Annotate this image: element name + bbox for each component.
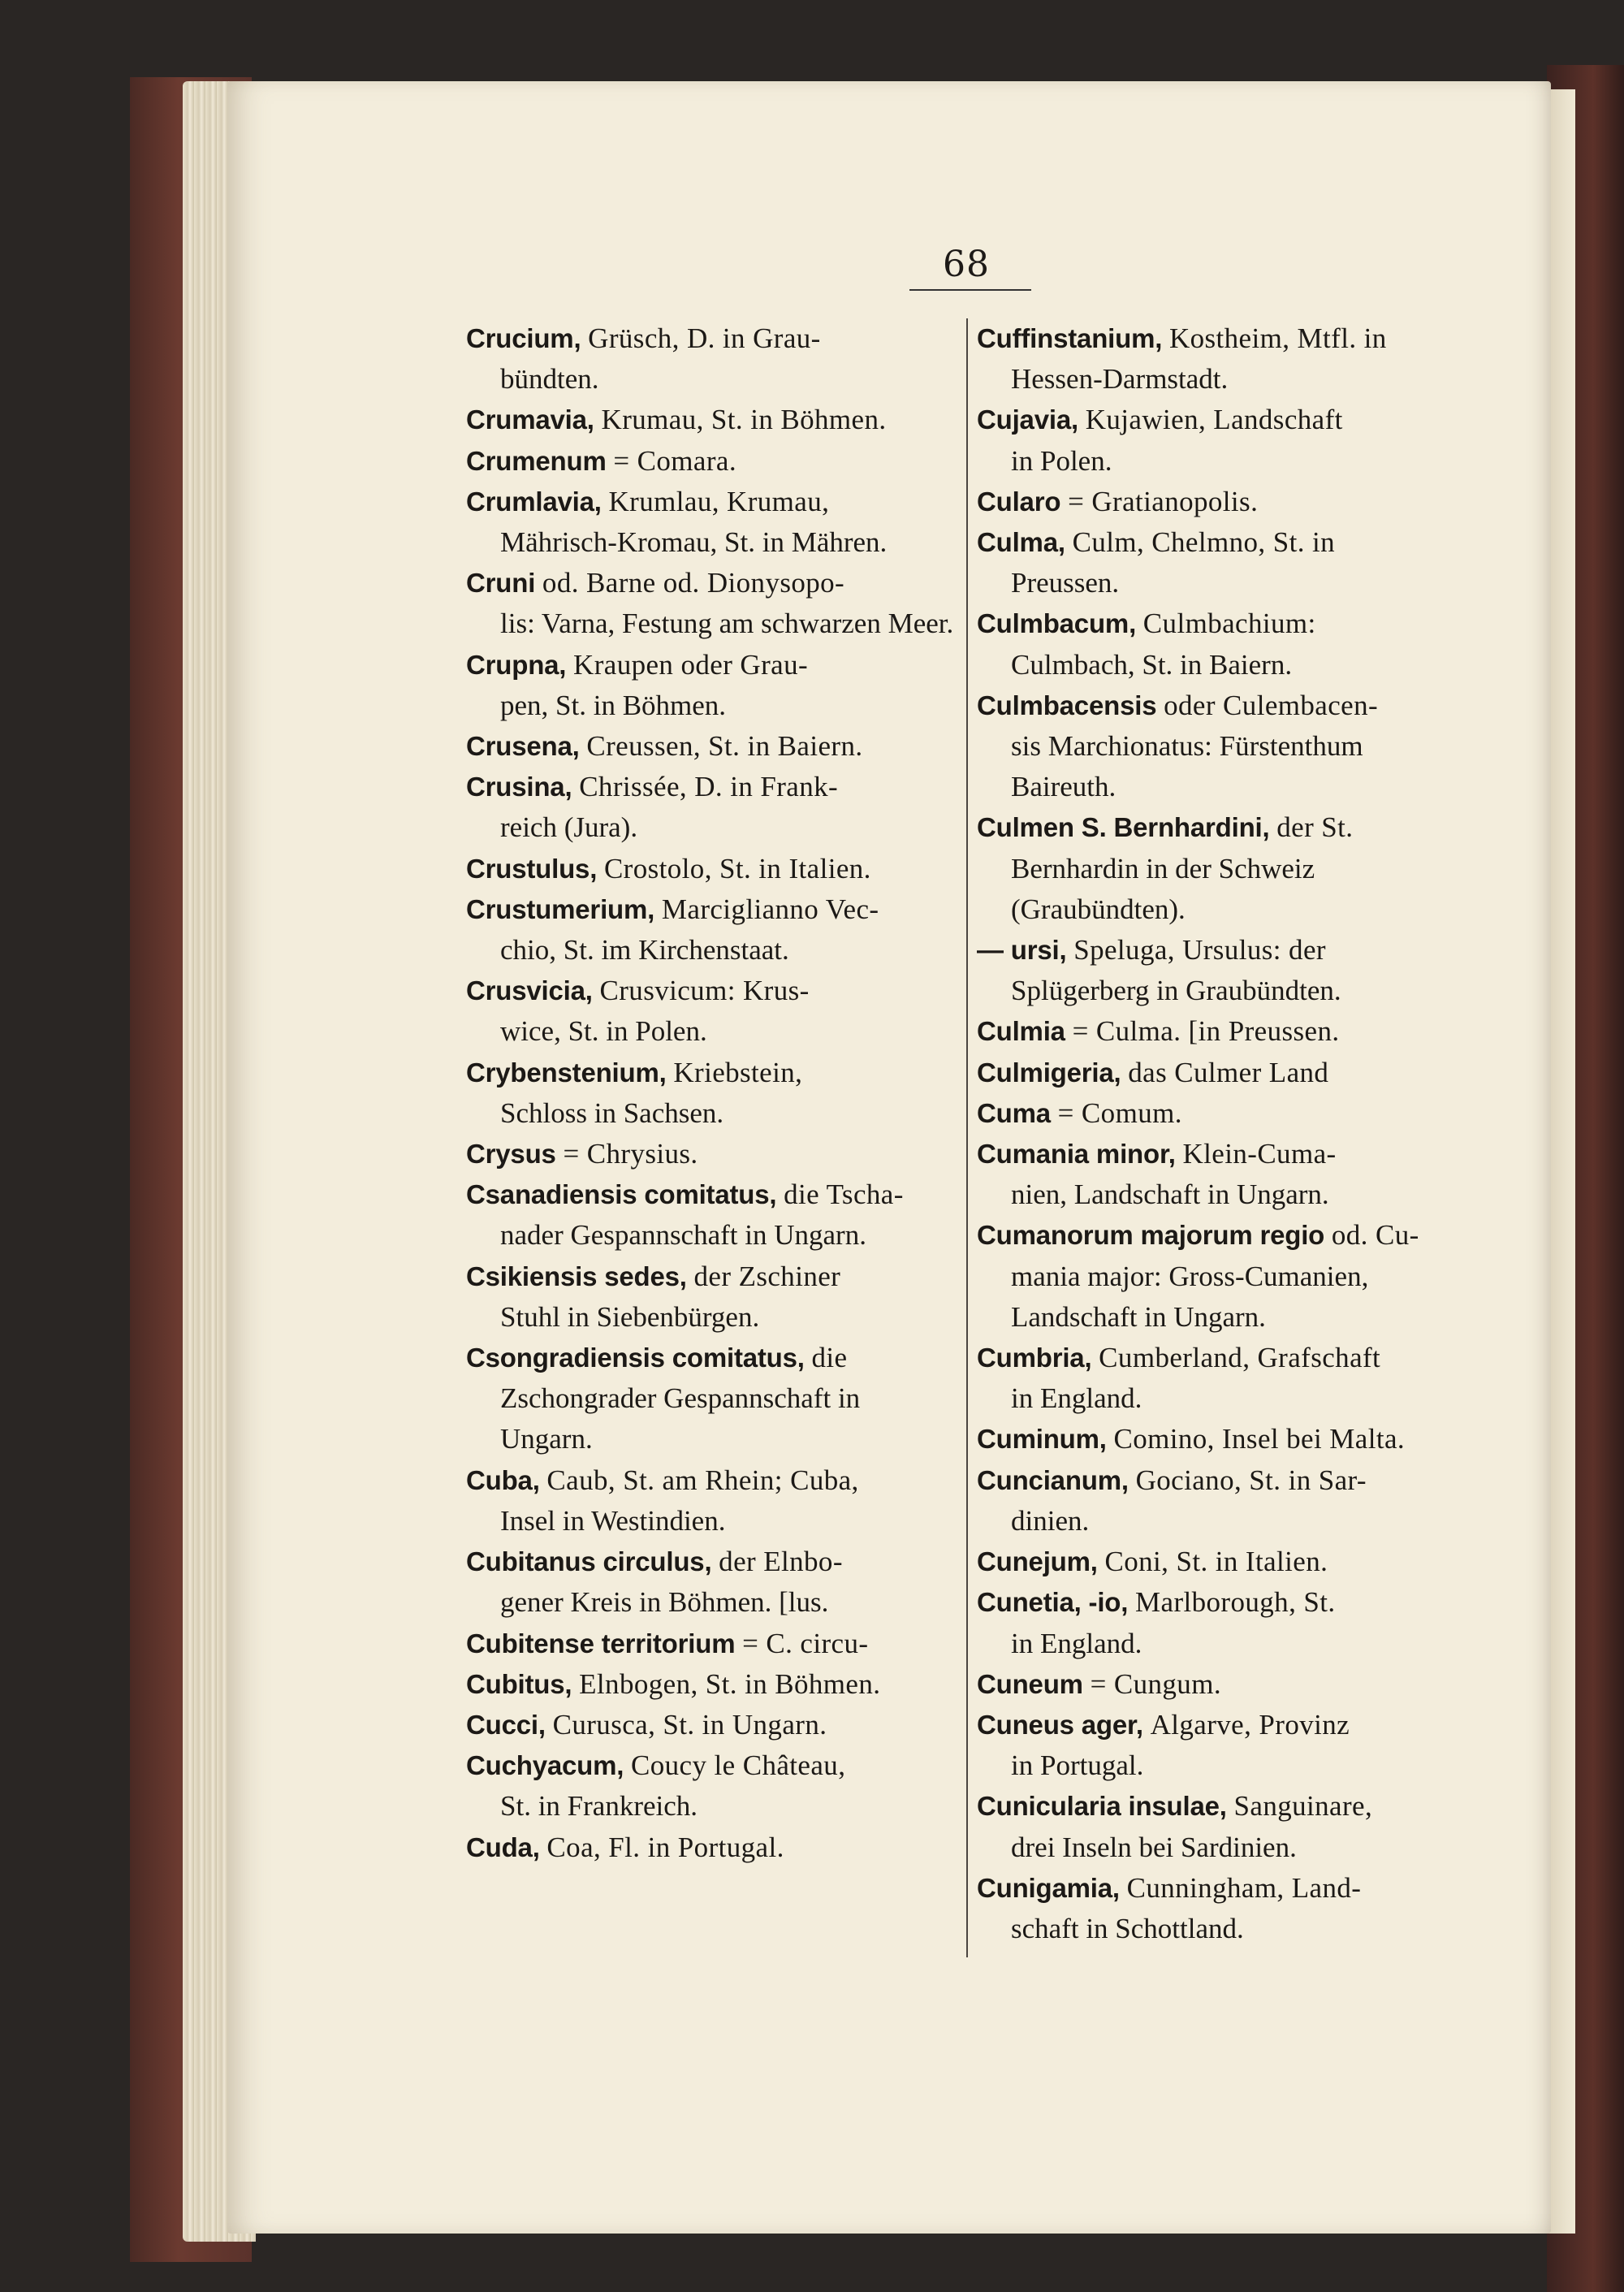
entry-text: = Comum. bbox=[1057, 1096, 1182, 1129]
entry-headword: Crustulus, bbox=[466, 853, 598, 884]
entry-text: od. Barne od. Dionysopo- bbox=[542, 567, 845, 599]
dictionary-entry bbox=[977, 482, 1468, 522]
dictionary-entry bbox=[977, 1134, 1468, 1215]
dictionary-entry bbox=[977, 1582, 1468, 1663]
entry-headword: Cujavia, bbox=[977, 404, 1078, 435]
entry-headword: Csongradiensis comitatus, bbox=[466, 1343, 805, 1373]
dictionary-entry bbox=[977, 1215, 1468, 1338]
entry-headword: Crumenum bbox=[466, 445, 607, 476]
entry-continuation: wice, St. in Polen. bbox=[500, 1015, 707, 1048]
entry-continuation: St. in Frankreich. bbox=[500, 1790, 698, 1823]
entry-headword: Crusvicia, bbox=[466, 975, 593, 1006]
entry-text: Chrissée, D. in Frank- bbox=[579, 771, 839, 803]
entry-continuation: Mährisch-Kromau, St. in Mähren. bbox=[500, 526, 888, 559]
dictionary-entry bbox=[466, 1460, 957, 1542]
entry-headword: Csanadiensis comitatus, bbox=[466, 1179, 777, 1210]
entry-continuation: in Portugal. bbox=[1011, 1749, 1144, 1782]
dictionary-entry bbox=[466, 1745, 957, 1827]
entry-headword: Crucium, bbox=[466, 323, 581, 353]
entry-text: die Tscha- bbox=[784, 1178, 904, 1211]
dictionary-entry bbox=[977, 1664, 1468, 1705]
page-number-rule bbox=[909, 289, 1031, 291]
dictionary-entry bbox=[466, 1664, 957, 1705]
dictionary-entry bbox=[977, 1705, 1468, 1786]
entry-text: Cunningham, Land- bbox=[1126, 1871, 1362, 1904]
entry-headword: Cularo bbox=[977, 486, 1061, 517]
dictionary-entry bbox=[466, 400, 957, 440]
dictionary-entry bbox=[977, 807, 1468, 930]
entry-continuation: Culmbach, St. in Baiern. bbox=[1011, 648, 1293, 681]
entry-text: Grüsch, D. in Grau- bbox=[588, 322, 821, 354]
entry-text: Sanguinare, bbox=[1233, 1790, 1373, 1823]
dictionary-entry bbox=[977, 400, 1468, 481]
entry-headword: — ursi, bbox=[977, 935, 1067, 966]
entry-headword: Cuffinstanium, bbox=[977, 323, 1163, 353]
entry-headword: Cuneum bbox=[977, 1668, 1083, 1699]
entry-continuation: nien, Landschaft in Ungarn. bbox=[1011, 1178, 1329, 1211]
entry-continuation: dinien. bbox=[1011, 1504, 1090, 1537]
entry-text: Coucy le Château, bbox=[630, 1749, 846, 1782]
entry-headword: Cubitanus circulus, bbox=[466, 1546, 712, 1577]
entry-continuation: gener Kreis in Böhmen. [lus. bbox=[500, 1586, 829, 1619]
entry-continuation: schaft in Schottland. bbox=[1011, 1912, 1244, 1944]
entry-text: Algarve, Provinz bbox=[1150, 1708, 1350, 1741]
entry-headword: Crusina, bbox=[466, 772, 572, 802]
entry-text: = Cungum. bbox=[1090, 1667, 1221, 1700]
entry-text: Caub, St. am Rhein; Cuba, bbox=[546, 1464, 859, 1496]
entry-continuation: pen, St. in Böhmen. bbox=[500, 689, 727, 721]
entry-headword: Cumbria, bbox=[977, 1343, 1092, 1373]
dictionary-entry bbox=[466, 1174, 957, 1256]
entry-headword: Crustumerium, bbox=[466, 893, 655, 924]
entry-text: Marciglianno Vec- bbox=[661, 893, 879, 925]
dictionary-entry bbox=[466, 767, 957, 848]
entry-headword: Cunigamia, bbox=[977, 1872, 1120, 1903]
entry-text: Gociano, St. in Sar- bbox=[1135, 1464, 1367, 1496]
entry-text: od. Cu- bbox=[1331, 1219, 1419, 1252]
dictionary-entry bbox=[977, 318, 1468, 400]
right-column bbox=[977, 318, 1468, 1949]
entry-headword: Culmbacensis bbox=[977, 690, 1157, 720]
entry-text: Elnbogen, St. in Böhmen. bbox=[579, 1667, 881, 1700]
entry-text: Kostheim, Mtfl. in bbox=[1168, 322, 1387, 354]
entry-headword: Cuma bbox=[977, 1097, 1051, 1128]
entry-headword: Cumanorum majorum regio bbox=[977, 1220, 1325, 1251]
entry-text: Cumberland, Grafschaft bbox=[1099, 1342, 1381, 1374]
entry-headword: Cuba, bbox=[466, 1464, 540, 1495]
entry-continuation: in England. bbox=[1011, 1627, 1142, 1659]
entry-headword: Crusena, bbox=[466, 731, 580, 762]
entry-headword: Cuneus ager, bbox=[977, 1709, 1143, 1740]
entry-continuation: sis Marchionatus: Fürstenthum Baireuth. bbox=[1011, 730, 1363, 803]
entry-text: Crostolo, St. in Italien. bbox=[603, 852, 871, 884]
dictionary-entry bbox=[466, 889, 957, 971]
entry-text: Klein-Cuma- bbox=[1182, 1138, 1337, 1170]
dictionary-entry bbox=[466, 482, 957, 563]
entry-headword: Culma, bbox=[977, 527, 1065, 558]
entry-headword: Culmia bbox=[977, 1016, 1065, 1047]
entry-headword: Cunetia, -io, bbox=[977, 1587, 1129, 1618]
dictionary-entry bbox=[466, 726, 957, 767]
entry-headword: Cuncianum, bbox=[977, 1464, 1129, 1495]
entry-continuation: Insel in Westindien. bbox=[500, 1504, 726, 1537]
dictionary-entry bbox=[977, 522, 1468, 603]
entry-continuation: nader Gespannschaft in Ungarn. bbox=[500, 1219, 866, 1252]
dictionary-entry bbox=[466, 441, 957, 482]
entry-continuation: lis: Varna, Festung am schwarzen Meer. bbox=[500, 608, 954, 640]
entry-headword: Cubitus, bbox=[466, 1668, 572, 1699]
entry-headword: Cumania minor, bbox=[977, 1139, 1176, 1170]
entry-continuation: Splügerberg in Graubündten. bbox=[1011, 975, 1341, 1007]
entry-text: Kujawien, Landschaft bbox=[1085, 404, 1343, 436]
entry-continuation: chio, St. im Kirchenstaat. bbox=[500, 934, 789, 967]
entry-headword: Cubitense territorium bbox=[466, 1628, 736, 1658]
entry-text: Coa, Fl. in Portugal. bbox=[546, 1831, 784, 1863]
entry-headword: Csikiensis sedes, bbox=[466, 1261, 687, 1291]
dictionary-entry bbox=[977, 1419, 1468, 1460]
entry-continuation: drei Inseln bei Sardinien. bbox=[1011, 1831, 1297, 1863]
entry-text: Kraupen oder Grau- bbox=[573, 648, 809, 681]
entry-headword: Crybenstenium, bbox=[466, 1057, 667, 1088]
dictionary-entry bbox=[977, 930, 1468, 1011]
entry-text: Kriebstein, bbox=[673, 1056, 803, 1088]
dictionary-entry bbox=[977, 1460, 1468, 1542]
dictionary-entry bbox=[977, 1786, 1468, 1867]
entry-text: der Elnbo- bbox=[719, 1546, 843, 1578]
entry-headword: Culmen S. Bernhardini, bbox=[977, 812, 1270, 843]
entry-text: Curusca, St. in Ungarn. bbox=[552, 1708, 827, 1741]
entry-text: = Culma. [in Preussen. bbox=[1072, 1015, 1340, 1048]
entry-headword: Cuminum, bbox=[977, 1424, 1107, 1455]
entry-text: = C. circu- bbox=[742, 1627, 869, 1659]
entry-text: Krumau, St. in Böhmen. bbox=[601, 404, 887, 436]
entry-text: = Comara. bbox=[613, 444, 736, 477]
entry-headword: Cunicularia insulae, bbox=[977, 1791, 1227, 1822]
entry-headword: Crupna, bbox=[466, 649, 567, 680]
dictionary-entry bbox=[977, 685, 1468, 808]
dictionary-entry bbox=[977, 1093, 1468, 1134]
dictionary-entry bbox=[466, 1256, 957, 1338]
dictionary-entry bbox=[466, 1624, 957, 1664]
entry-continuation: Stuhl in Siebenbürgen. bbox=[500, 1300, 760, 1333]
entry-continuation: in Polen. bbox=[1011, 444, 1112, 477]
entry-headword: Crumlavia, bbox=[466, 486, 602, 517]
dictionary-entry bbox=[977, 1053, 1468, 1093]
entry-headword: Cruni bbox=[466, 568, 536, 599]
entry-continuation: Bernhardin in der Schweiz (Graubündten). bbox=[1011, 852, 1315, 925]
dictionary-entry bbox=[466, 971, 957, 1052]
entry-continuation: bündten. bbox=[500, 363, 599, 396]
left-column bbox=[466, 318, 957, 1868]
dictionary-entry bbox=[466, 1134, 957, 1174]
dictionary-entry bbox=[466, 1053, 957, 1134]
entry-text: = Gratianopolis. bbox=[1068, 485, 1259, 517]
dictionary-entry bbox=[466, 1705, 957, 1745]
entry-continuation: mania major: Gross-Cumanien, Landschaft in Ungarn. bbox=[1011, 1260, 1369, 1333]
dictionary-entry bbox=[466, 645, 957, 726]
entry-headword: Cuchyacum, bbox=[466, 1750, 624, 1781]
dictionary-entry bbox=[466, 318, 957, 400]
dictionary-entry bbox=[977, 1542, 1468, 1582]
entry-text: Coni, St. in Italien. bbox=[1104, 1546, 1328, 1578]
entry-text: Crusvicum: Krus- bbox=[599, 975, 810, 1007]
entry-text: Comino, Insel bei Malta. bbox=[1113, 1423, 1406, 1455]
entry-text: Creussen, St. in Baiern. bbox=[586, 730, 863, 763]
dictionary-entry bbox=[977, 603, 1468, 685]
dictionary-entry bbox=[977, 1338, 1468, 1419]
entry-text: der Zschiner bbox=[693, 1260, 841, 1292]
entry-text: oder Culembacen- bbox=[1164, 689, 1379, 721]
entry-text: = Chrysius. bbox=[563, 1138, 698, 1170]
entry-text: das Culmer Land bbox=[1128, 1056, 1329, 1088]
entry-continuation: reich (Jura). bbox=[500, 811, 638, 844]
entry-headword: Cunejum, bbox=[977, 1546, 1098, 1577]
entry-headword: Culmbacum, bbox=[977, 608, 1137, 639]
dictionary-entry bbox=[466, 1827, 957, 1868]
dictionary-entry bbox=[466, 1338, 957, 1460]
entry-headword: Cucci, bbox=[466, 1709, 546, 1740]
entry-continuation: Preussen. bbox=[1011, 567, 1120, 599]
entry-text: Culmbachium: bbox=[1142, 608, 1316, 640]
dictionary-entry bbox=[466, 849, 957, 889]
entry-continuation: Schloss in Sachsen. bbox=[500, 1096, 724, 1129]
entry-text: die bbox=[811, 1342, 848, 1374]
entry-continuation: Hessen-Darmstadt. bbox=[1011, 363, 1229, 396]
entry-headword: Cuda, bbox=[466, 1831, 540, 1862]
dictionary-entry bbox=[977, 1868, 1468, 1949]
dictionary-entry bbox=[466, 563, 957, 644]
dictionary-entry bbox=[977, 1011, 1468, 1052]
entry-text: Marlborough, St. bbox=[1134, 1586, 1336, 1619]
entry-text: Speluga, Ursulus: der bbox=[1073, 934, 1326, 967]
entry-headword: Culmigeria, bbox=[977, 1057, 1121, 1088]
entry-continuation: Zschongrader Gespannschaft in Ungarn. bbox=[500, 1382, 861, 1455]
column-divider bbox=[966, 318, 968, 1957]
entry-text: der St. bbox=[1276, 811, 1354, 844]
dictionary-entry bbox=[466, 1542, 957, 1623]
page-number: 68 bbox=[943, 244, 990, 285]
entry-continuation: in England. bbox=[1011, 1382, 1142, 1415]
entry-text: Culm, Chelmno, St. in bbox=[1072, 526, 1336, 559]
entry-headword: Crumavia, bbox=[466, 404, 594, 435]
entry-text: Krumlau, Krumau, bbox=[608, 485, 830, 517]
entry-headword: Crysus bbox=[466, 1139, 556, 1170]
